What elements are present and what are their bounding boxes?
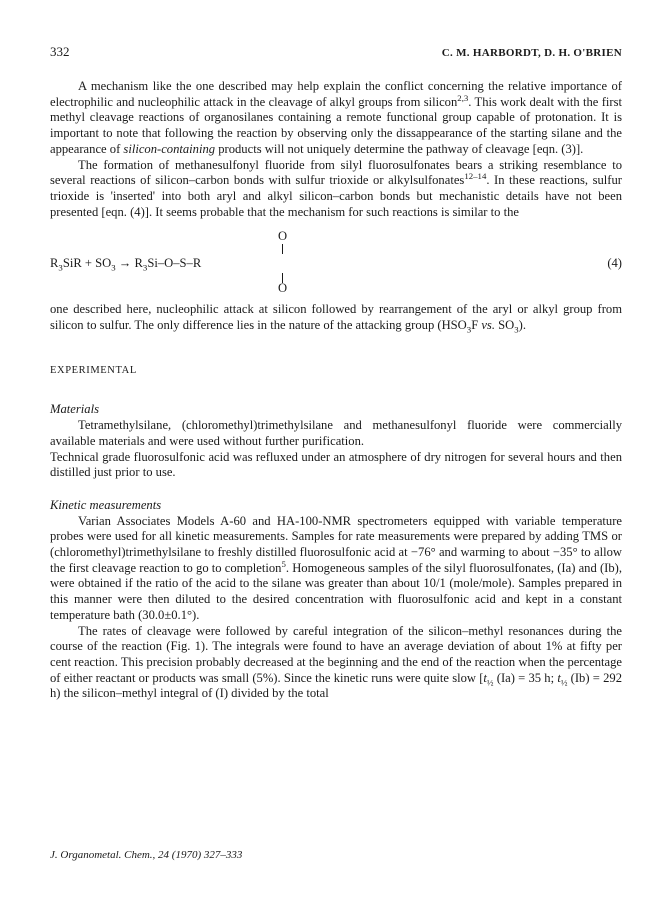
- paragraph-mechanism: A mechanism like the one described may help explain the conflict concerning the relative importance of electrophilic and nucleophilic attack in the cleavage of alkyl groups from silicon$^{2,3}$. This work dealt with the first methyl cleavage reactions of organosilanes containing a remote functional group capable of protonation. It is important to note that following the reaction by observing only the dissappearance of the starting silane and the appearance of silicon-containing products will not uniquely determine the pathway of cleavage [eqn. (3)].: [50, 79, 622, 156]
- subheading-materials: Materials: [50, 402, 99, 417]
- paragraph-nucleophilic-attack: one described here, nucleophilic attack at silicon followed by rearrangement of the aryl or alkyl group from silicon to sulfur. The only difference lies in the nature of the attacking group ($HSO_3F$ vs. $SO_3$).: [50, 302, 622, 335]
- paragraph-kinetic-2: The rates of cleavage were followed by careful integration of the silicon–methyl resonances during the course of the reaction (Fig. 1). The integrals were found to have an average deviation of about 1% at fifty per cent reaction. This precision probably decreased at the beginning and the end of the reaction when the percentage of either reactant or products was small (5%). Since the kinetic runs were quite slow [$t_{\frac{1}{2}}$ (Ia) = 35 h; $t_{\frac{1}{2}}$ (Ib) = 292 h) the silicon–methyl integral of (I) divided by the total: [50, 623, 622, 701]
- equation-text: $R_3SiR + SO_3 \to R_3Si-O-S-R$: [50, 256, 202, 273]
- equation-oxygen-bottom: O: [278, 281, 288, 296]
- journal-footer-citation: J. Organometal. Chem., 24 (1970) 327–333: [50, 849, 243, 861]
- page-number: 332: [50, 44, 70, 59]
- equation-number: (4): [607, 256, 622, 271]
- paragraph-materials-1: Tetramethylsilane, (chloromethyl)trimethylsilane and methanesulfonyl fluoride were commercially available materials and were used without further purification.: [50, 418, 622, 448]
- citation-ref: 12–14: [464, 171, 487, 182]
- running-head-authors: C. M. HARBORDT, D. H. O'BRIEN: [441, 47, 622, 59]
- citation-ref: 2,3: [457, 92, 469, 103]
- emphasis-text: silicon-containing: [123, 141, 216, 156]
- equation-oxygen-top: O: [278, 229, 288, 244]
- subheading-kinetic-measurements: Kinetic measurements: [50, 497, 162, 512]
- running-head: [50, 44, 622, 62]
- double-bond-line-top: [282, 244, 283, 254]
- section-heading-experimental: EXPERIMENTAL: [50, 364, 137, 376]
- paragraph-sulfonyl-formation: The formation of methanesulfonyl fluoride from silyl fluorosulfonates bears a striking resemblance to several reactions of silicon–carbon bonds with sulfur trioxide or alkylsulfonates$^{12-14}$. In these reactions, sulfur trioxide is 'inserted' into both aryl and alkyl silicon–carbon bonds but mechanistic details have not been presented [eqn. (4)]. It seems probable that the mechanism for such reactions is similar to the: [50, 157, 622, 219]
- journal-page: [50, 44, 622, 702]
- paragraph-kinetic-1: Varian Associates Models A-60 and HA-100-NMR spectrometers equipped with variable temperature probes were used for all kinetic measurements. Samples for rate measurements were prepared by adding TMS or (chloromethyl)trimethylsilane to freshly distilled fluorosulfonic acid at −76° and warming to about −35° to allow the first cleavage reaction to go to completion$^5$. Homogeneous samples of the silyl fluorosulfonates, (Ia) and (Ib), were obtained if the ratio of the acid to the silane was greater than about 10/1 (mole/mole). Samples prepared in this manner were then diluted to the desired concentration with fluorosulfonic acid and kept in a constant temperature bath (30.0±0.1°).: [50, 513, 622, 622]
- citation-ref: 5: [281, 558, 286, 569]
- paragraph-materials-2: Technical grade fluorosulfonic acid was refluxed under an atmosphere of dry nitrogen for several hours and then distilled just prior to use.: [50, 449, 622, 480]
- equation-4: [50, 229, 622, 299]
